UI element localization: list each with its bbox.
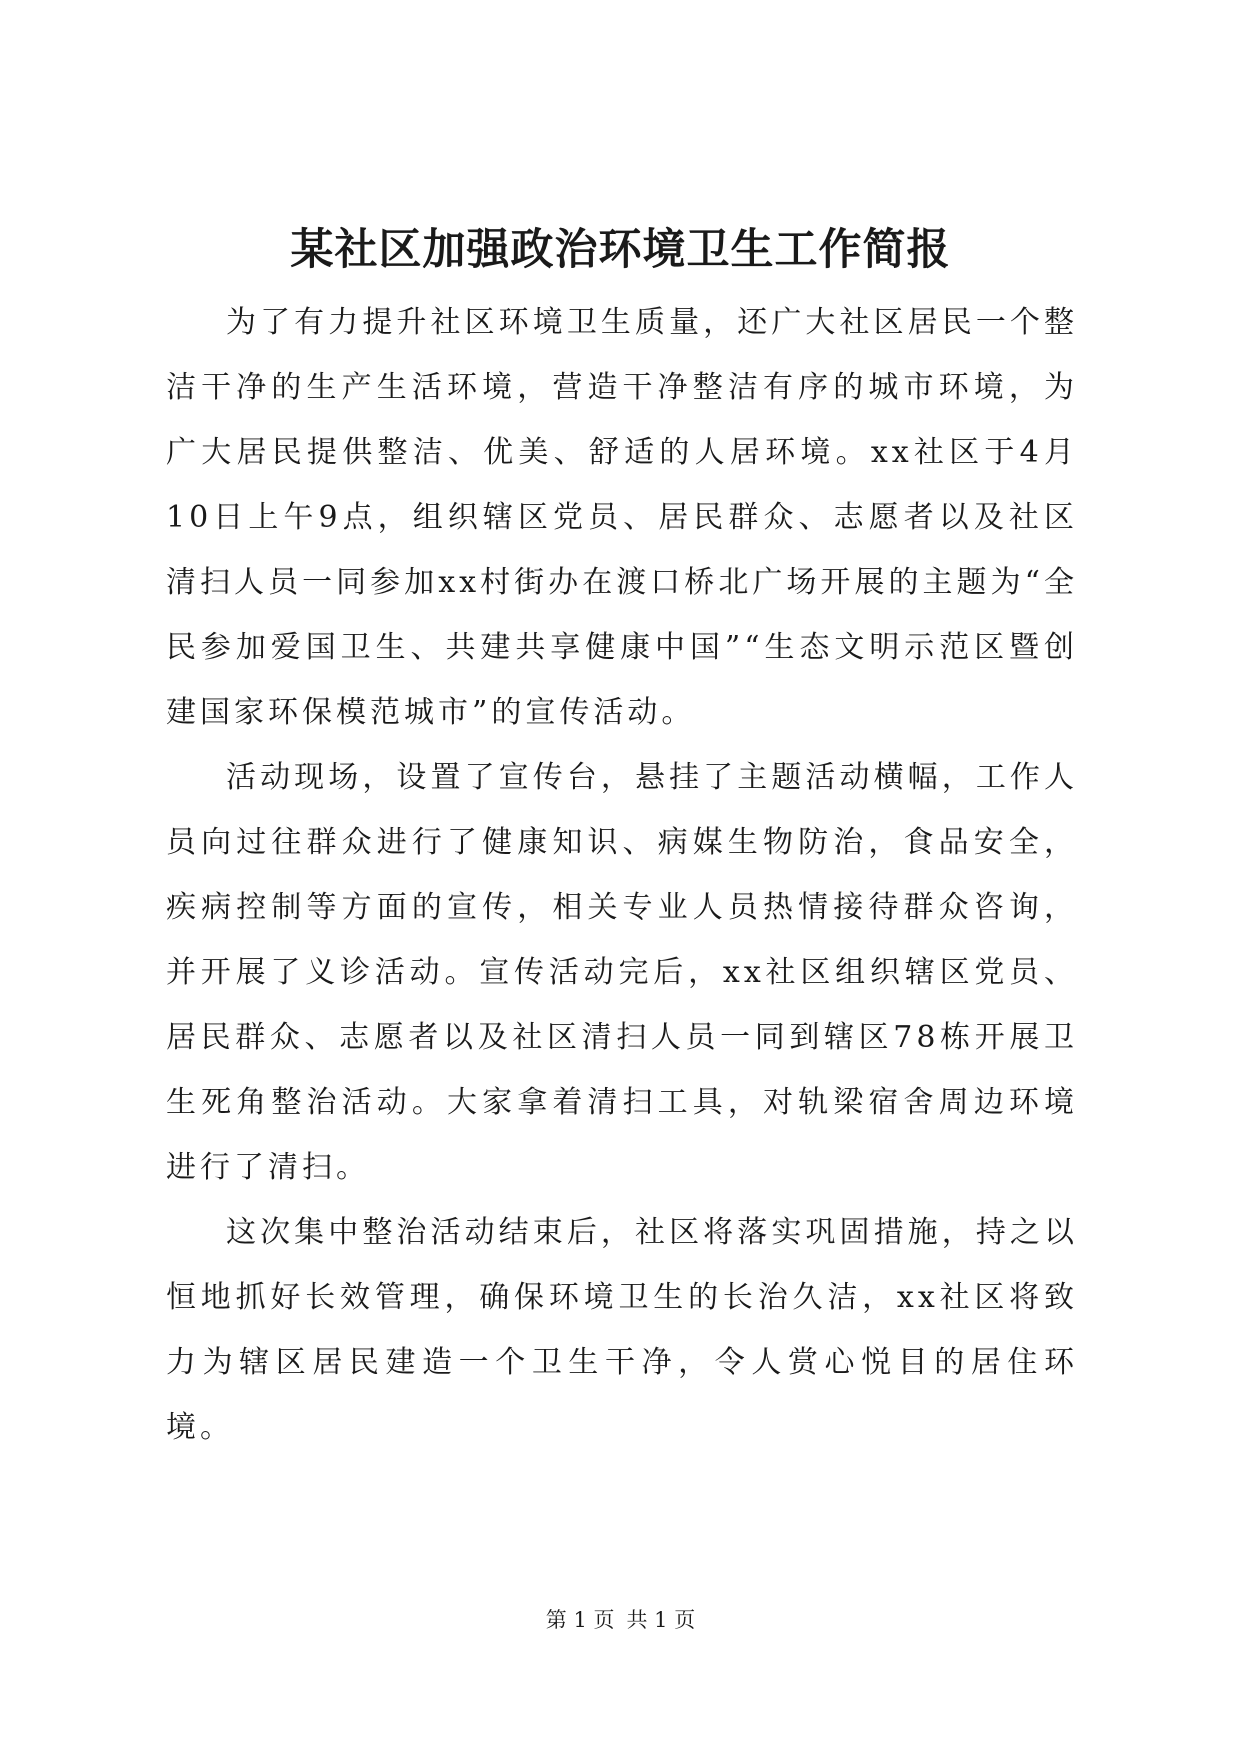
page-number-current: 第 1 页 xyxy=(545,1608,615,1632)
document-title: 某社区加强政治环境卫生工作简报 xyxy=(290,225,951,275)
paragraph-1: 为了有力提升社区环境卫生质量，还广大社区居民一个整洁干净的生产生活环境，营造干净整洁有序的城市环境，为广大居民提供整洁、优美、舒适的人居环境。xx社区于4月10日上午9点，组织辖区党员、居民群众、志愿者以及社区清扫人员一同参加xx村街办在渡口桥北广场开展的主题为“全民参加爱国卫生、共建共享健康中国”“生态文明示范区暨创建国家环保模范城市”的宣传活动。 xyxy=(166,305,1078,730)
page-footer xyxy=(0,1605,1241,1635)
document-body xyxy=(166,290,1078,1460)
paragraph-2: 活动现场，设置了宣传台，悬挂了主题活动横幅，工作人员向过往群众进行了健康知识、病媒生物防治，食品安全，疾病控制等方面的宣传，相关专业人员热情接待群众咨询，并开展了义诊活动。宣传活动完后，xx社区组织辖区党员、居民群众、志愿者以及社区清扫人员一同到辖区78栋开展卫生死角整治活动。大家拿着清扫工具，对轨梁宿舍周边环境进行了清扫。 xyxy=(166,760,1078,1185)
page-number-total: 共 1 页 xyxy=(626,1608,696,1632)
paragraph-3: 这次集中整治活动结束后，社区将落实巩固措施，持之以恒地抓好长效管理，确保环境卫生的长治久洁，xx社区将致力为辖区居民建造一个卫生干净，令人赏心悦目的居住环境。 xyxy=(166,1215,1078,1445)
